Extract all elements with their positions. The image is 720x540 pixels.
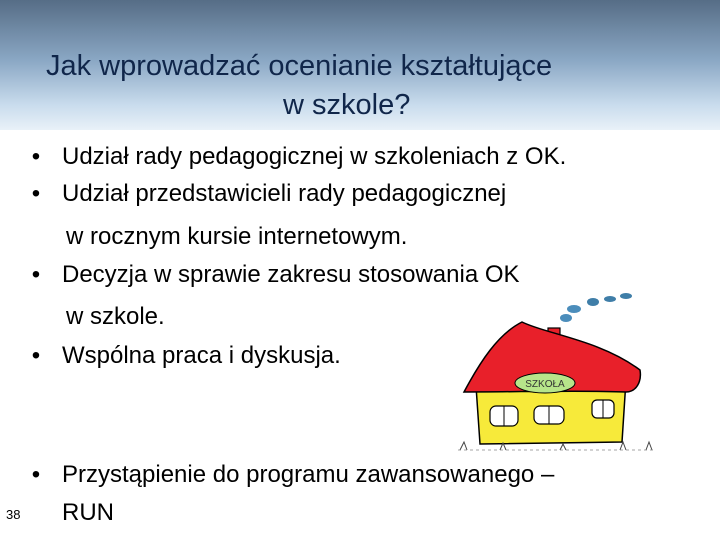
- smoke-puff-icon: [560, 314, 572, 322]
- smoke-puff-icon: [620, 293, 632, 299]
- bullet-text: Przystąpienie do programu zawansowanego –: [62, 461, 555, 488]
- smoke-puff-icon: [587, 298, 599, 306]
- bullet-marker: •: [31, 261, 41, 288]
- school-house-icon: [450, 282, 670, 454]
- bullet-text: w szkole.: [66, 303, 165, 330]
- smoke-puff-icon: [567, 305, 581, 313]
- bullet-text: Decyzja w sprawie zakresu stosowania OK: [62, 261, 520, 288]
- title-line-1: Jak wprowadzać ocenianie kształtujące: [46, 50, 553, 82]
- bullet-marker: •: [31, 461, 41, 488]
- smoke-puff-icon: [604, 296, 616, 302]
- school-sign-text: SZKOŁA: [525, 379, 565, 390]
- bullet-text: RUN: [62, 499, 114, 526]
- bullet-marker: •: [31, 180, 41, 207]
- slide-number: 38: [6, 507, 21, 522]
- bullet-marker: •: [31, 143, 41, 170]
- bullet-text: w rocznym kursie internetowym.: [66, 223, 408, 250]
- bullet-marker: •: [31, 342, 41, 369]
- bullet-text: Udział przedstawicieli rady pedagogicznej: [62, 180, 507, 207]
- title-line-2: w szkole?: [283, 89, 411, 121]
- bullet-text: Udział rady pedagogicznej w szkoleniach z OK.: [62, 143, 567, 170]
- bullet-text: Wspólna praca i dyskusja.: [62, 342, 341, 369]
